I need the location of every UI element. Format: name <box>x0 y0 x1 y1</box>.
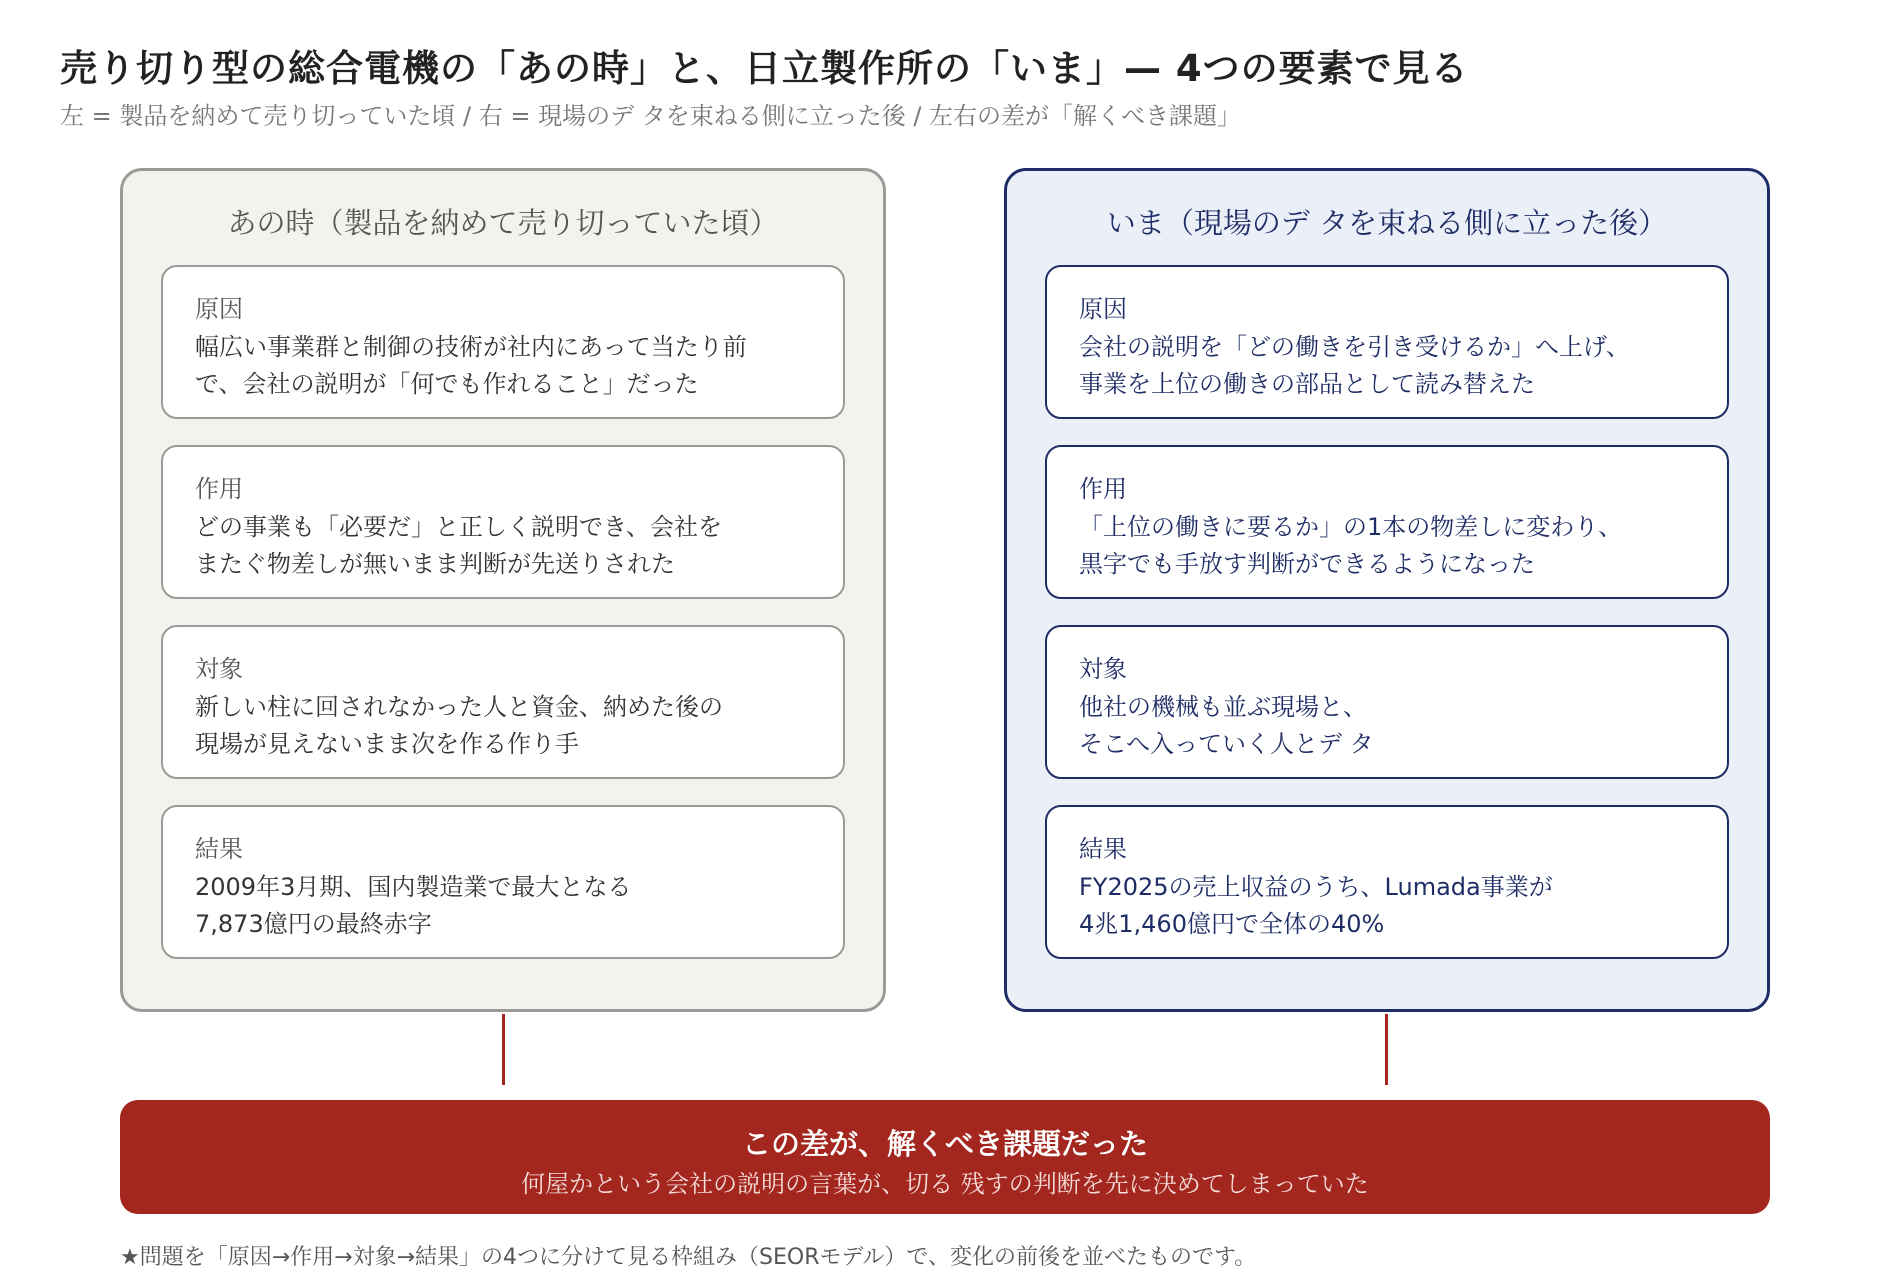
card-text-line: 他社の機械も並ぶ現場と、 <box>1079 693 1367 721</box>
before-result-card <box>161 805 845 959</box>
card-text <box>195 329 819 403</box>
card-label: 対象 <box>1079 655 1127 683</box>
before-effect-card <box>161 445 845 599</box>
card-label: 対象 <box>195 655 243 683</box>
card-label: 作用 <box>1079 475 1127 503</box>
before-cause-card <box>161 265 845 419</box>
card-text-line: 事業を上位の働きの部品として読み替えた <box>1079 370 1535 398</box>
card-text-line: またぐ物差しが無いまま判断が先送りされた <box>195 550 675 578</box>
card-text <box>1079 509 1703 583</box>
page-subtitle: 左 = 製品を納めて売り切っていた頃 / 右 = 現場のデ タを束ねる側に立った後 / 左右の差が「解くべき課題」 <box>60 102 1242 130</box>
before-object-card <box>161 625 845 779</box>
card-text-line: 「上位の働きに要るか」の1本の物差しに変わり、 <box>1079 513 1623 541</box>
card-text-line: どの事業も「必要だ」と正しく説明でき、会社を <box>195 513 723 541</box>
card-text <box>1079 689 1703 763</box>
before-panel <box>120 168 886 1012</box>
card-text-line: 7,873億円の最終赤字 <box>195 910 432 938</box>
card-text-line: 2009年3月期、国内製造業で最大となる <box>195 873 632 901</box>
card-text-line: そこへ入っていく人とデ タ <box>1079 730 1374 758</box>
card-text-line: 4兆1,460億円で全体の40% <box>1079 910 1385 938</box>
after-object-card <box>1045 625 1729 779</box>
after-result-card <box>1045 805 1729 959</box>
left-connector-line <box>502 1014 505 1085</box>
card-text-line: 黒字でも手放す判断ができるようになった <box>1079 550 1535 578</box>
card-text-line: 現場が見えないまま次を作る作り手 <box>195 730 579 758</box>
card-label: 結果 <box>1079 835 1127 863</box>
card-text <box>195 689 819 763</box>
before-panel-title: あの時（製品を納めて売り切っていた頃） <box>227 206 779 240</box>
card-text-line: 幅広い事業群と制御の技術が社内にあって当たり前 <box>195 333 747 361</box>
card-text-line: FY2025の売上収益のうち、Lumada事業が <box>1079 873 1553 901</box>
card-text-line: で、会社の説明が「何でも作れること」だった <box>195 370 699 398</box>
card-text <box>195 869 819 943</box>
card-label: 原因 <box>1079 295 1127 323</box>
card-text <box>1079 329 1703 403</box>
footnote: ★問題を「原因→作用→対象→結果」の4つに分けて見る枠組み（SEORモデル）で、変化の前後を並べたものです。 <box>120 1245 1257 1270</box>
page-title: 売り切り型の総合電機の「あの時」と、日立製作所の「いま」— 4つの要素で見る <box>60 47 1469 90</box>
banner-title: この差が、解くべき課題だった <box>741 1127 1148 1161</box>
card-label: 作用 <box>195 475 243 503</box>
after-effect-card <box>1045 445 1729 599</box>
after-panel <box>1004 168 1770 1012</box>
card-label: 原因 <box>195 295 243 323</box>
right-connector-line <box>1385 1014 1388 1085</box>
card-label: 結果 <box>195 835 243 863</box>
after-panel-title: いま（現場のデ タを束ねる側に立った後） <box>1106 206 1668 240</box>
card-text <box>1079 869 1703 943</box>
banner-subtitle: 何屋かという会社の説明の言葉が、切る 残すの判断を先に決めてしまっていた <box>521 1170 1369 1198</box>
card-text <box>195 509 819 583</box>
card-text-line: 新しい柱に回されなかった人と資金、納めた後の <box>195 693 723 721</box>
card-text-line: 会社の説明を「どの働きを引き受けるか」へ上げ、 <box>1079 333 1631 361</box>
after-cause-card <box>1045 265 1729 419</box>
conclusion-banner <box>120 1100 1770 1214</box>
